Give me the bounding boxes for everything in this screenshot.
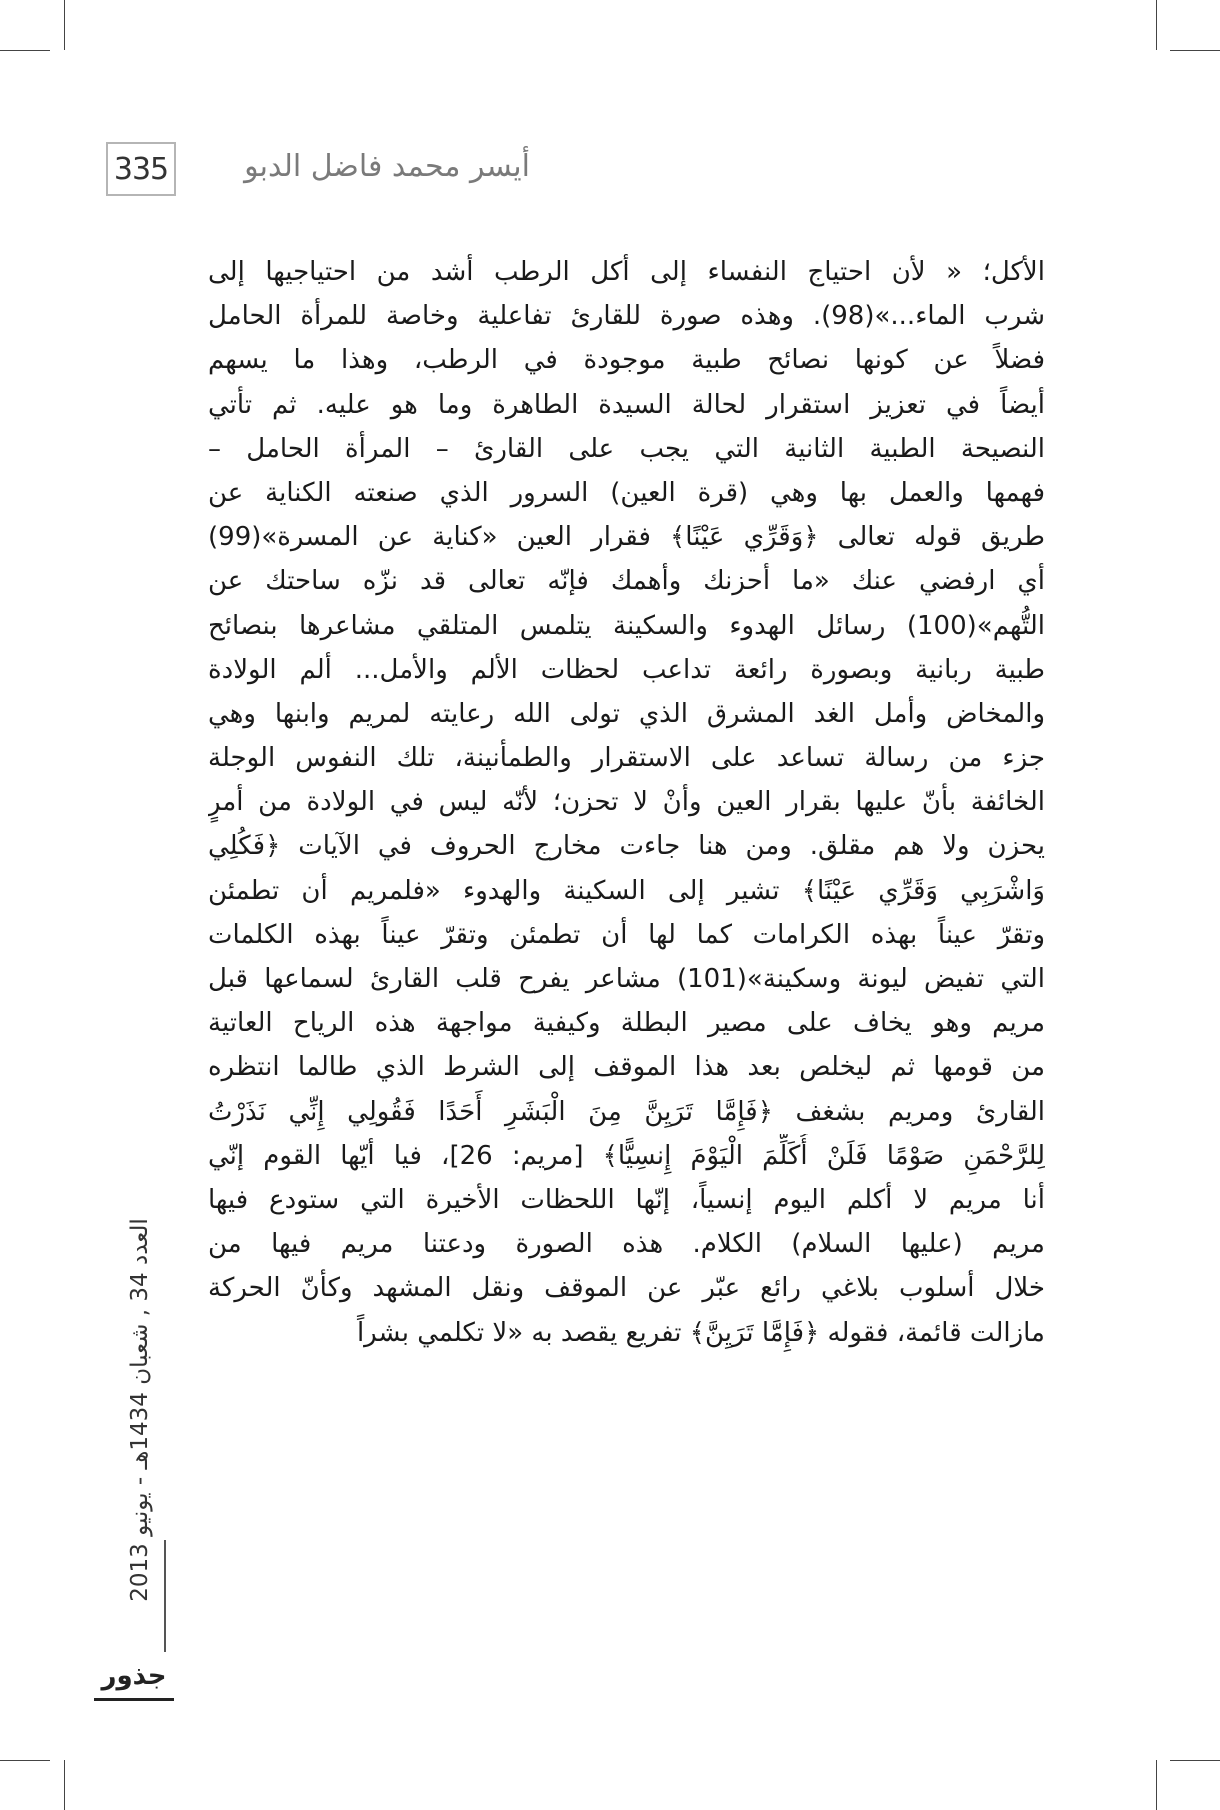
- text-line: القارئ ومريم بشغف ﴿فَإِمَّا تَرَيِنَّ مِنَ الْبَشَرِ أَحَدًا فَقُولِي إِنِّي نَذَرْتُ: [208, 1096, 1045, 1127]
- issue-sidebar: [116, 1195, 164, 1625]
- text-line: طريق قوله تعالى ﴿وَقَرِّي عَيْنًا﴾ فقرار العين «كناية عن المسرة»(99): [208, 522, 1045, 553]
- text-line: فضلاً عن كونها نصائح طبية موجودة في الرطب، وهذا ما يسهم: [208, 345, 1045, 376]
- text-line: مريم وهو يخاف على مصير البطلة وكيفية مواجهة هذه الرياح العاتية: [208, 1008, 1045, 1039]
- crop-mark: [0, 50, 50, 51]
- sidebar-divider: [164, 1540, 166, 1652]
- text-line: الخائفة بأنّ عليها بقرار العين وأنْ لا تحزن؛ لأنّه ليس في الولادة من أمرٍ: [208, 787, 1045, 818]
- text-line: التي تفيض ليونة وسكينة»(101) مشاعر يفرح قلب القارئ لسماعها قبل: [208, 964, 1045, 994]
- running-header-author: أيسر محمد فاضل الدبو: [244, 149, 530, 184]
- journal-logo-underline: [94, 1698, 174, 1701]
- text-line: أي ارفضي عنك «ما أحزنك وأهمك فإنّه تعالى قد نزّه ساحتك عن: [208, 566, 1045, 597]
- crop-mark: [1170, 1760, 1220, 1761]
- text-line: وَاشْرَبِي وَقَرِّي عَيْنًا﴾ تشير إلى السكينة والهدوء «فلمريم أن تطمئن: [208, 875, 1045, 906]
- crop-mark: [64, 1760, 65, 1810]
- text-line: التُّهم»(100) رسائل الهدوء والسكينة يتلمس المتلقي مشاعرها بنصائح: [208, 610, 1045, 641]
- crop-mark: [64, 0, 65, 50]
- crop-mark: [0, 1760, 50, 1761]
- text-line: لِلرَّحْمَنِ صَوْمًا فَلَنْ أُكَلِّمَ الْيَوْمَ إِنسِيًّا﴾ [مريم: 26]، فيا أيّها القوم إنّي: [208, 1140, 1045, 1171]
- text-line: النصيحة الطبية الثانية التي يجب على القارئ – المرأة الحامل –: [208, 433, 1045, 464]
- text-line: أنا مريم لا أكلم اليوم إنسياً، إنّها اللحظات الأخيرة التي ستودع فيها: [208, 1184, 1045, 1215]
- article-body: [208, 250, 1045, 1355]
- text-line: وتقرّ عيناً بهذه الكرامات كما لها أن تطمئن وتقرّ عيناً بهذه الكلمات: [208, 919, 1045, 950]
- issue-info: العدد 34 , شعبان 1434هـ - يونيو 2013: [127, 1218, 153, 1602]
- crop-mark: [1170, 50, 1220, 51]
- text-line: طبية ربانية وبصورة رائعة تداعب لحظات الألم والأمل... ألم الولادة: [208, 654, 1045, 685]
- text-line: خلال أسلوب بلاغي رائع عبّر عن الموقف ونقل المشهد وكأنّ الحركة: [208, 1273, 1045, 1304]
- page-header: [0, 142, 1220, 202]
- text-line: شرب الماء...»(98). وهذه صورة للقارئ تفاعلية وخاصة للمرأة الحامل: [208, 301, 1045, 332]
- text-line: الأكل؛ « لأن احتياج النفساء إلى أكل الرطب أشد من احتياجيها إلى: [208, 257, 1045, 287]
- journal-logo: جذور: [101, 1661, 167, 1691]
- crop-mark: [1156, 1760, 1157, 1810]
- text-line: فهمها والعمل بها وهي (قرة العين) السرور الذي صنعته الكناية عن: [208, 477, 1045, 508]
- text-line: يحزن ولا هم مقلق. ومن هنا جاءت مخارج الحروف في الآيات ﴿فَكُلِي: [208, 831, 1045, 862]
- text-line: مازالت قائمة، فقوله ﴿فَإِمَّا تَرَيِنَّ﴾ تفريع يقصد به «لا تكلمي بشراً: [356, 1317, 1045, 1348]
- text-line: من قومها ثم ليخلص بعد هذا الموقف إلى الشرط الذي طالما انتظره: [208, 1052, 1045, 1083]
- text-line: جزء من رسالة تساعد على الاستقرار والطمأنينة، تلك النفوس الوجلة: [208, 743, 1045, 774]
- crop-mark: [1156, 0, 1157, 50]
- text-line: مريم (عليها السلام) الكلام. هذه الصورة ودعتنا مريم فيها من: [208, 1229, 1045, 1260]
- page-number: 335: [106, 142, 176, 196]
- text-line: أيضاً في تعزيز استقرار لحالة السيدة الطاهرة وما هو عليه. ثم تأتي: [208, 389, 1045, 420]
- text-line: والمخاض وأمل الغد المشرق الذي تولى الله رعايته لمريم وابنها وهي: [208, 698, 1045, 729]
